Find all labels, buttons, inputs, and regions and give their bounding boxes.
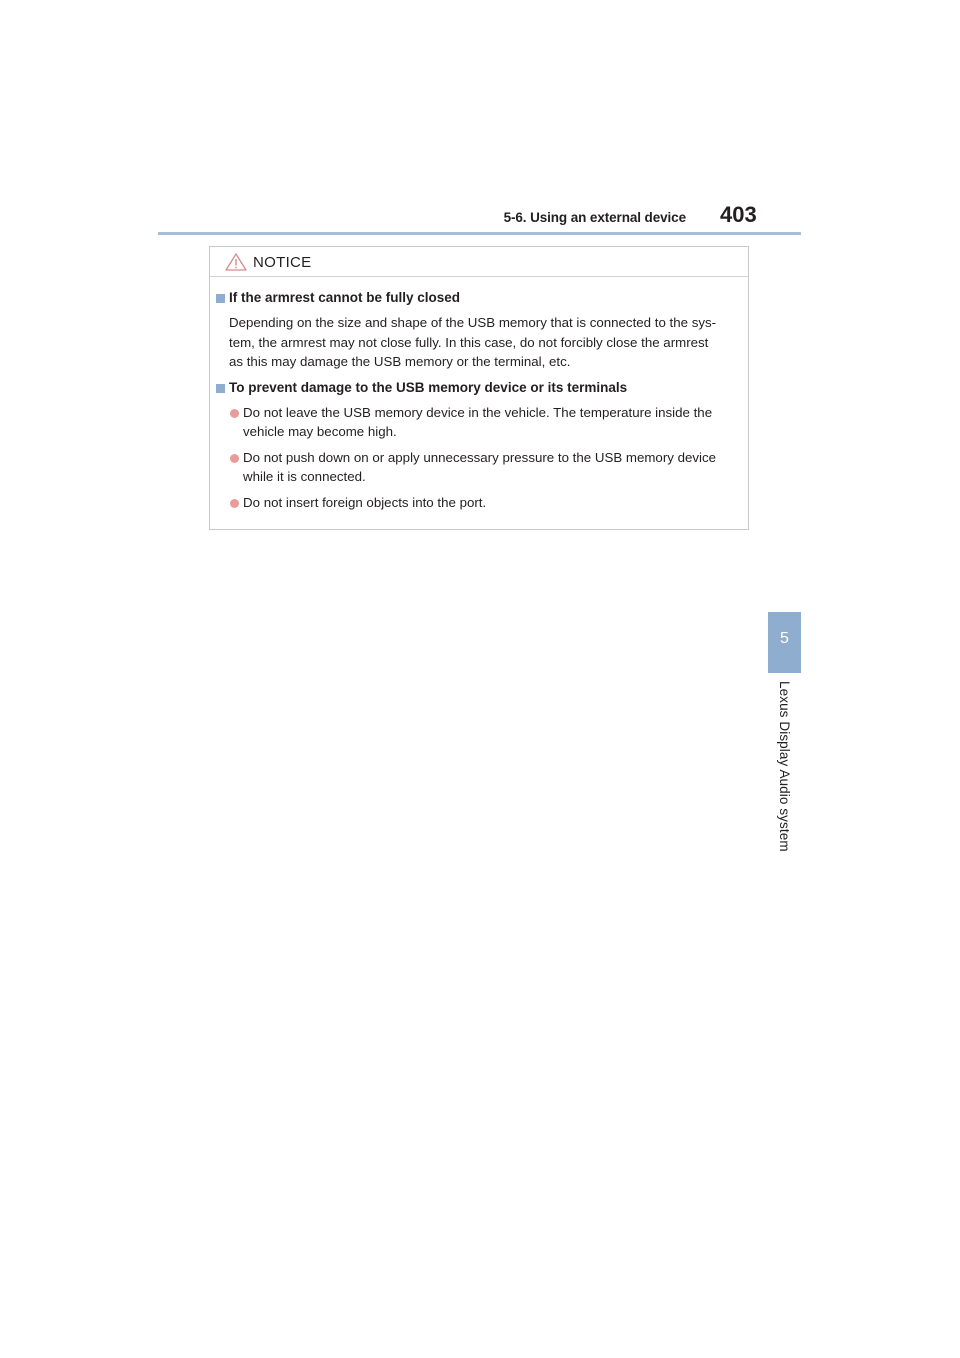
page-number: 403 [720, 202, 757, 227]
notice-box [209, 246, 749, 530]
warning-triangle-icon [225, 253, 247, 271]
list-item: Do not leave the USB memory device in the vehicle. The temperature inside the vehicle may become high. [210, 403, 743, 442]
notice-header [210, 247, 748, 277]
round-bullet-icon [230, 499, 239, 508]
section-title: 5-6. Using an external device [503, 210, 686, 225]
paragraph: Depending on the size and shape of the USB memory that is connected to the sys- tem, the armrest may not close fully. In this case, do not forcibly close the armrest as this may damage the USB memory or the terminal, etc. [229, 315, 717, 369]
chapter-tab[interactable] [768, 612, 801, 673]
list-item: Do not insert foreign objects into the port. [210, 493, 743, 513]
chapter-number: 5 [780, 630, 789, 647]
notice-body [210, 288, 748, 518]
round-bullet-icon [230, 454, 239, 463]
square-bullet-icon [216, 294, 225, 303]
section-heading: If the armrest cannot be fully closed [210, 288, 748, 308]
section-heading: To prevent damage to the USB memory device or its terminals [210, 378, 748, 398]
notice-label: NOTICE [253, 254, 312, 271]
round-bullet-icon [230, 409, 239, 418]
square-bullet-icon [216, 384, 225, 393]
header-rule [158, 232, 801, 235]
list-item: Do not push down on or apply unnecessary pressure to the USB memory device while it is connected. [210, 448, 743, 487]
chapter-title: Lexus Display Audio system [777, 681, 792, 852]
